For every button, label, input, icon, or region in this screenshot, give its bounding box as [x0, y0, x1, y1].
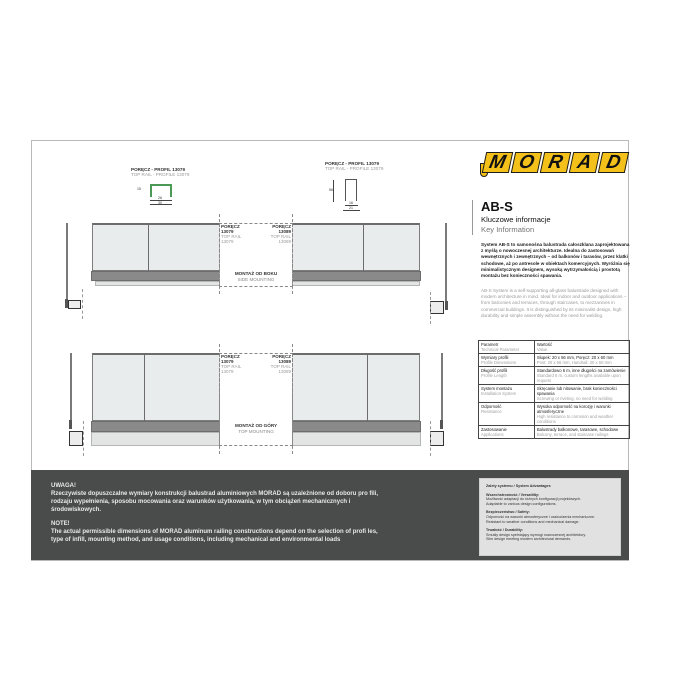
dimension-value: 26 [158, 196, 162, 200]
panel-joint [367, 354, 368, 421]
section-post-left [70, 353, 72, 425]
dimension-line [333, 180, 334, 202]
table-header-row: Parametr Technical Parameter Wartość Value [479, 341, 630, 354]
profile-right-title: PORĘCZ - PROFIL 13079 TOP RAIL - PROFILE 13079 [325, 161, 384, 171]
logo-letter: R [540, 152, 571, 173]
top-mounting-label: MONTAŻ OD GÓRY TOP MOUNTING [234, 423, 278, 434]
dimension-value: 21 [349, 206, 353, 210]
panel-joint [148, 224, 149, 271]
warning-note-pl: UWAGA! Rzeczywiste dopuszczalne wymiary konstrukcji balustrad aluminiowych MORAD są uzależnione od doboru pro fili, rodzaju wypełnienia, sposobu mocowania oraz warunków użytkowania, w tym obciążeń mechanicznych i środowiskowych. [51, 483, 379, 513]
section-post-left [66, 223, 68, 305]
footer-notice-band [31, 470, 629, 560]
section-post-right [441, 353, 443, 425]
gap-label-right: PORĘCZ 13089 TOP RAIL 13089 [270, 354, 291, 374]
description-en: AB-S System is a self-supporting all-glass balustrade designed with modern architecture in mind. Ideal for indoor and outdoor applications – from balconies and terraces, through staircases, to mezzanines in commercial buildings. It is distinguished by its minimalist design, high durability and simple assembly without the need for welding. [481, 288, 627, 318]
section-clamp-right [440, 420, 443, 429]
section-axis-left [83, 421, 84, 456]
table-row: Długość profili Profile Length Standardowo 6 m, inne długości na zamówienie Standard 6 m, custom lengths available upon request [479, 367, 630, 385]
morad-logo [484, 152, 627, 173]
section-bracket-left [68, 300, 81, 309]
advantage-item: Bezpieczeństwo / Safety: Odporność na warunki atmosferyczne i uszkodzenia mechaniczne. Resistant to weather conditions and mechanical damage. [486, 510, 596, 524]
gap-label-left: PORĘCZ 13079 TOP RAIL 13079 [221, 354, 242, 374]
dimension-line [343, 210, 360, 211]
description-pl: System AB-S to samonośna balustrada całoszklana zaprojektowana z myślą o nowoczesnej architekturze. Idealna do zastosowań wewnętrznych i zewnętrznych – od balkonów i tarasów, przez klatki schodowe, aż po antresole w obiektach komercyjnych. Wyróżnia się minimalistycznym designem, wysoką wytrzymałością i prostotą montażu bez konieczności spawania. [481, 242, 630, 279]
dimension-value: 30 [158, 201, 162, 205]
section-bracket-left [69, 431, 83, 446]
section-clamp-left [69, 420, 72, 429]
warning-note-en: NOTE! The actual permissible dimensions of MORAD aluminum railing constructions depend on the selection of profi les, type of infill, mounting method, and usage conditions, including mechanical and environmental loads [51, 521, 378, 543]
dimension-value: 15 [137, 187, 141, 191]
profile-13089-icon [345, 179, 357, 201]
dimension-value: 56 [329, 188, 333, 192]
side-mounting-label: MONTAŻ OD BOKU SIDE MOUNTING [234, 271, 278, 282]
key-info-heading-pl: Kluczowe informacje [481, 215, 551, 224]
logo-letter: A [569, 152, 600, 173]
table-row: Zastosowanie Applications Balustrady balkonowe, tarasowe, schodowe Balcony, terrace, and staircase railings [479, 426, 630, 439]
dimension-value: 16 [349, 201, 353, 205]
gap-label-right: PORĘCZ 13089 TOP RAIL 13089 [270, 224, 291, 244]
product-title: AB-S [481, 199, 513, 214]
table-row: Odporność Resistance Wysoka odporność na korozję i warunki atmosferyczne High resistance to corrosion and weather conditions [479, 403, 630, 426]
logo-letter: M [482, 152, 513, 173]
logo-letter: D [598, 152, 629, 173]
table-row: Wymiary profili Profile Dimensions Słupek: 20 x 56 mm, Poręcz: 20 x 60 mm Post: 20 x 56 mm, Handrail: 20 x 60 mm [479, 354, 630, 367]
key-info-heading-en: Key Information [481, 225, 535, 234]
panel-joint [144, 354, 145, 421]
advantage-item: Trwałość / Durability: Smukły design spełniający wymogi nowoczesnej architektury. Slim design meeting modern architectural demands. [486, 528, 586, 542]
section-bracket-right [430, 301, 444, 314]
section-axis-right [430, 292, 431, 324]
gap-label-left: PORĘCZ 13079 TOP RAIL 13079 [221, 224, 242, 244]
advantage-item: Wszechstronność / Versatility: Możliwość adaptacji do różnych konfiguracji projektowych. Adaptable to various design configurations. [486, 492, 582, 506]
profile-left-title: PORĘCZ - PROFIL 13079 TOP RAIL - PROFILE 13079 [131, 167, 190, 177]
section-post-right [445, 223, 447, 305]
section-clamp-right [445, 301, 448, 310]
table-row: System montażu Installation System Skręcanie lub nitowanie, brak konieczności spawania Screwing or riveting, no need for welding [479, 385, 630, 403]
title-separator [472, 200, 473, 235]
section-axis-right [430, 421, 431, 456]
logo-letter: O [511, 152, 542, 173]
section-axis-left [82, 289, 83, 319]
system-advantages-box: Zalety systemu / System Advantages Wszechstronność / Versatility: Możliwość adaptacji do różnych konfiguracji projektowych. Adaptable to various design configurations. Bezpieczeństwo / Safety: Odporność na warunki atmosferyczne i uszkodzenia mechaniczne. Resistant to weather conditions and mechanical damage. Trwałość / Durability: Smukły design spełniający wymogi nowoczesnej architektury. Slim design meeting modern architectural demands. [479, 478, 621, 556]
section-bracket-right [430, 431, 444, 446]
key-info-table [478, 340, 630, 439]
panel-joint [363, 224, 364, 271]
